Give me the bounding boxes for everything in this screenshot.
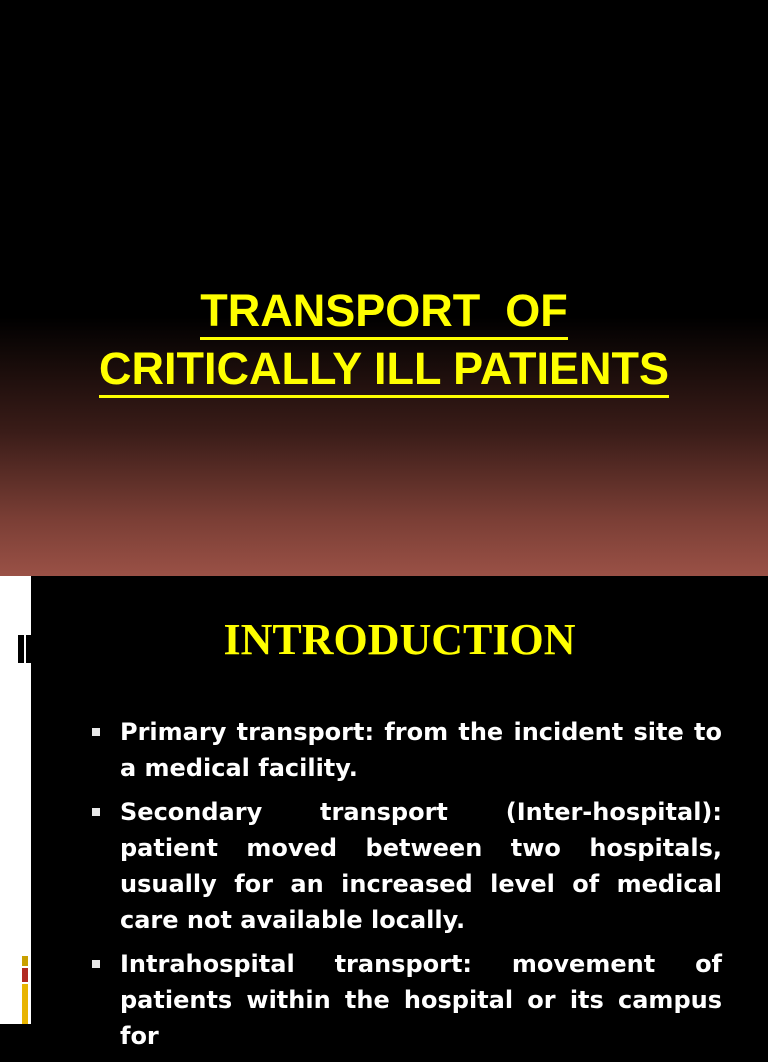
bullet-icon — [92, 960, 100, 968]
slide-edge-strip — [0, 576, 31, 1024]
bullet-list — [90, 714, 722, 1062]
title-line-2: CRITICALLY ILL PATIENTS — [99, 343, 669, 398]
bullet-text: Secondary transport (Inter-hospital): patient moved between two hospitals, usually for an increased level of medical care not available locally. — [120, 798, 722, 934]
bullet-text: Intrahospital transport: movement of patients within the hospital or its campus for — [120, 950, 722, 1050]
edge-mark — [18, 635, 31, 663]
decorative-bar — [22, 968, 28, 982]
list-item — [90, 794, 722, 938]
decorative-bar — [22, 984, 28, 1024]
list-item — [90, 714, 722, 786]
introduction-heading: INTRODUCTION — [223, 615, 576, 664]
list-item — [90, 946, 722, 1054]
slide-title — [0, 282, 768, 398]
bullet-icon — [92, 808, 100, 816]
title-line-1: TRANSPORT OF — [200, 285, 568, 340]
decorative-bar — [22, 956, 28, 966]
bullet-icon — [92, 728, 100, 736]
bullet-text: Primary transport: from the incident site to a medical facility. — [120, 718, 722, 782]
